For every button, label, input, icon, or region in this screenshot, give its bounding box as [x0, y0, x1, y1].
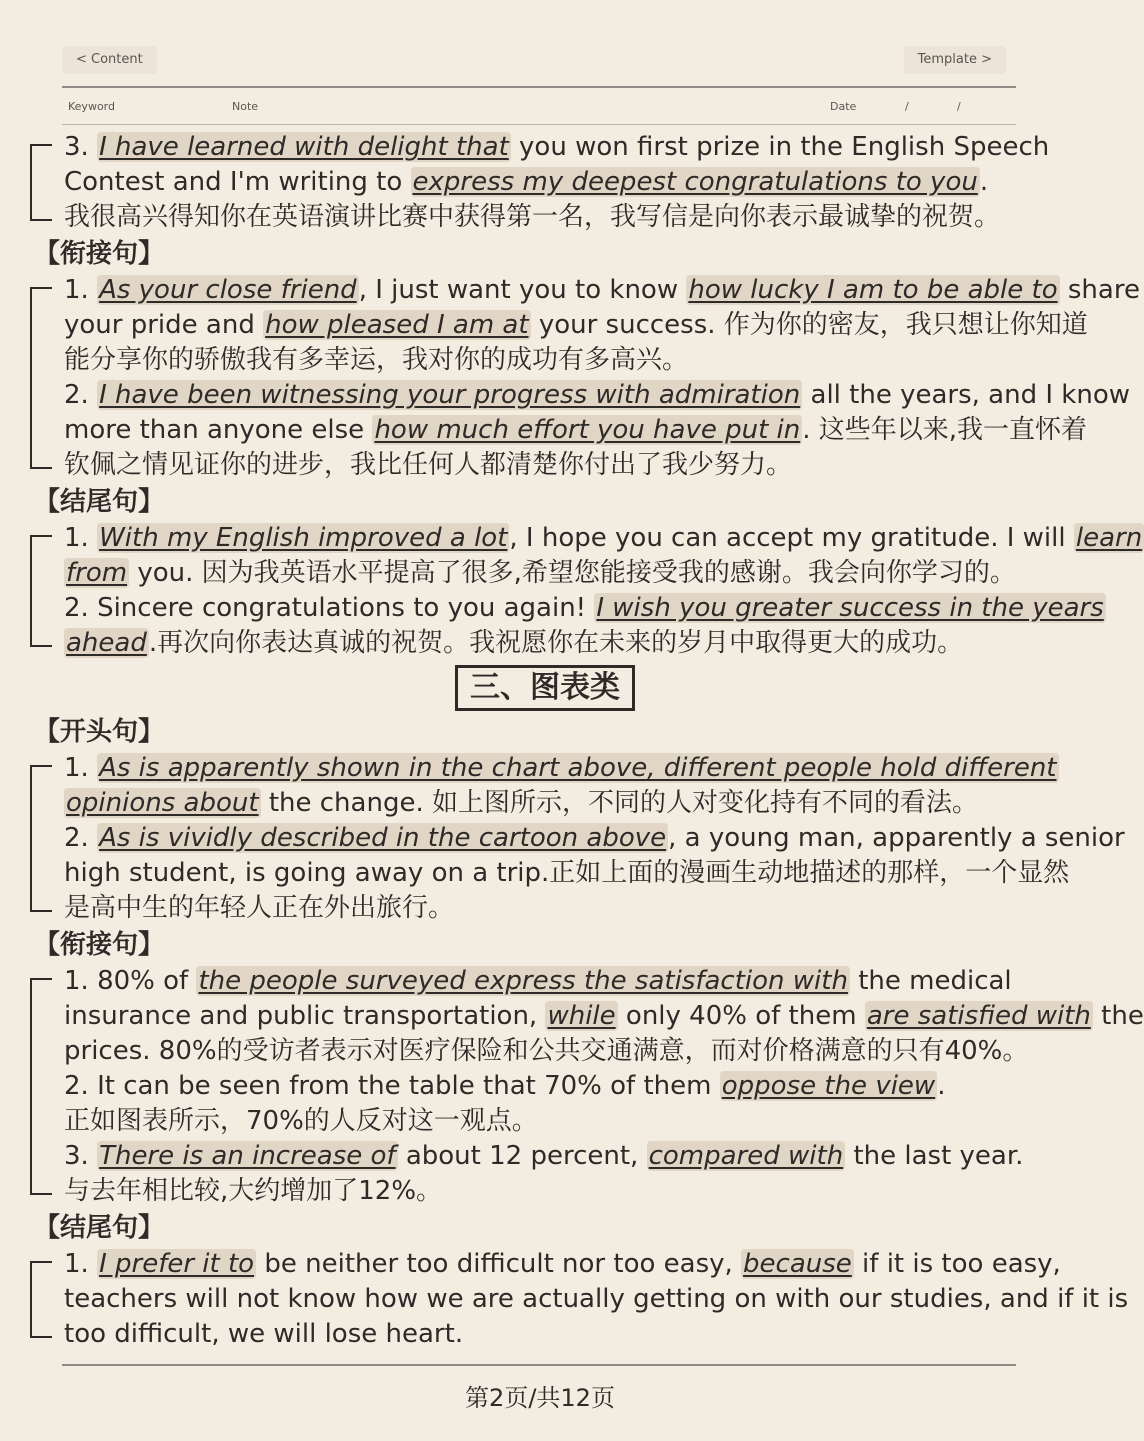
- text-segment: the last year.: [845, 1141, 1024, 1171]
- text-segment: Contest and I'm writing to: [64, 167, 411, 197]
- text-segment: the medical: [849, 966, 1012, 996]
- date-separator: /: [905, 100, 909, 113]
- sentence-block: [30, 130, 1060, 235]
- bracket-mark: [30, 535, 52, 647]
- highlighted-phrase: I prefer it to: [99, 1249, 255, 1279]
- text-line: [64, 891, 1060, 926]
- highlighted-phrase: from: [66, 558, 128, 588]
- section-title: [30, 665, 1060, 711]
- text-line: [64, 308, 1088, 343]
- section-title-text: 三、图表类: [455, 665, 635, 711]
- header-rule: [62, 86, 1016, 88]
- text-line: [64, 786, 1060, 821]
- text-line: [64, 964, 1060, 999]
- text-segment: about 12 percent,: [397, 1141, 647, 1171]
- highlighted-phrase: As is apparently shown in the chart above, different people hold different: [99, 753, 1057, 783]
- text-segment: 是高中生的年轻人正在外出旅行。: [64, 893, 455, 923]
- text-segment: more than anyone else: [64, 415, 373, 445]
- top-bar: [62, 46, 1006, 74]
- text-segment: only 40% of them: [617, 1001, 865, 1031]
- text-segment: 钦佩之情见证你的进步，我比任何人都清楚你付出了我少努力。: [64, 450, 793, 480]
- text-segment: 2.: [64, 380, 98, 410]
- text-segment: .: [937, 1071, 946, 1101]
- text-line: [64, 343, 1060, 378]
- highlighted-phrase: while: [547, 1001, 616, 1031]
- text-segment: 1.: [64, 753, 98, 783]
- section-heading: 【结尾句】: [34, 487, 165, 517]
- text-segment: 与去年相比较,大约增加了12%。: [64, 1176, 443, 1206]
- text-segment: . 这些年以来,我一直怀着: [802, 415, 1088, 445]
- keyword-label: Keyword: [68, 100, 115, 113]
- text-segment: you won first prize in the English Speech: [510, 132, 1050, 162]
- text-line: [64, 413, 1088, 448]
- bracket-mark: [30, 287, 52, 469]
- page-number: 第2页/共12页: [465, 1384, 615, 1412]
- sentence-block: [30, 273, 1140, 483]
- date-separator: /: [957, 100, 961, 113]
- highlighted-phrase: express my deepest congratulations to you: [412, 167, 978, 197]
- text-segment: teachers will not know how we are actually getting on with our studies, and if it is: [64, 1284, 1129, 1314]
- section-heading: 【开头句】: [34, 717, 165, 747]
- text-line: [64, 378, 1130, 413]
- text-line: [64, 1282, 1129, 1317]
- highlighted-phrase: oppose the view: [721, 1071, 936, 1101]
- text-segment: .: [979, 167, 989, 197]
- text-line: [64, 1139, 1060, 1174]
- text-segment: if it is too easy,: [853, 1249, 1061, 1279]
- text-segment: your pride and: [64, 310, 264, 340]
- text-segment: prices. 80%的受访者表示对医疗保险和公共交通满意，而对价格满意的只有40%。: [64, 1036, 1029, 1066]
- text-line: [64, 448, 1060, 483]
- text-segment: the: [1092, 1001, 1144, 1031]
- text-segment: 1. 80% of: [64, 966, 197, 996]
- highlighted-phrase: I have learned with delight that: [99, 132, 509, 162]
- bracket-mark: [30, 978, 52, 1195]
- text-segment: , I hope you can accept my gratitude. I will: [509, 523, 1074, 553]
- sentence-block: [30, 1247, 1129, 1352]
- text-line: [64, 1104, 1060, 1139]
- highlighted-phrase: I have been witnessing your progress with admiration: [99, 380, 801, 410]
- text-segment: 我很高兴得知你在英语演讲比赛中获得第一名，我写信是向你表示最诚挚的祝贺。: [64, 202, 1001, 232]
- text-segment: 1.: [64, 1249, 98, 1279]
- text-line: [64, 1034, 1060, 1069]
- text-segment: the change. 如上图所示，不同的人对变化持有不同的看法。: [260, 788, 978, 818]
- highlighted-phrase: how much effort you have put in: [374, 415, 801, 445]
- highlighted-phrase: I wish you greater success in the years: [596, 593, 1104, 623]
- bracket-mark: [30, 144, 52, 221]
- highlighted-phrase: opinions about: [66, 788, 259, 818]
- highlighted-phrase: compared with: [648, 1141, 844, 1171]
- text-segment: high student, is going away on a trip.正如上面的漫画生动地描述的那样，一个显然: [64, 858, 1070, 888]
- text-segment: 正如图表所示，70%的人反对这一观点。: [64, 1106, 538, 1136]
- highlighted-phrase: There is an increase of: [99, 1141, 396, 1171]
- text-line: [64, 200, 1060, 235]
- text-line: [64, 130, 1060, 165]
- text-segment: 2.: [64, 823, 98, 853]
- text-line: [64, 626, 1060, 661]
- text-line: [64, 556, 1060, 591]
- text-segment: all the years, and I know: [802, 380, 1130, 410]
- text-segment: , a young man, apparently a senior: [668, 823, 1125, 853]
- content-back-button[interactable]: < Content: [62, 46, 157, 74]
- text-segment: 2. It can be seen from the table that 70% of them: [64, 1071, 720, 1101]
- text-segment: too difficult, we will lose heart.: [64, 1319, 464, 1349]
- highlighted-phrase: how pleased I am at: [265, 310, 529, 340]
- sentence-block: [30, 751, 1125, 926]
- date-label: Date: [830, 100, 857, 113]
- text-line: [64, 751, 1060, 786]
- sentence-block: [30, 964, 1144, 1209]
- template-button[interactable]: Template >: [904, 46, 1006, 74]
- text-line: [64, 856, 1070, 891]
- highlighted-phrase: learn: [1075, 523, 1143, 553]
- text-line: [64, 999, 1144, 1034]
- note-content: [30, 130, 1144, 1352]
- bracket-mark: [30, 765, 52, 912]
- text-line: [64, 1317, 1060, 1352]
- text-segment: 3.: [64, 132, 98, 162]
- text-line: [64, 521, 1143, 556]
- text-segment: you. 因为我英语水平提高了很多,希望您能接受我的感谢。我会向你学习的。: [129, 558, 1016, 588]
- highlighted-phrase: ahead: [66, 628, 147, 658]
- highlighted-phrase: With my English improved a lot: [99, 523, 508, 553]
- text-segment: share: [1059, 275, 1140, 305]
- text-segment: your success. 作为你的密友，我只想让你知道: [530, 310, 1088, 340]
- footer-rule: [62, 1364, 1016, 1366]
- note-label: Note: [232, 100, 259, 113]
- text-line: [64, 1174, 1060, 1209]
- section-heading: 【结尾句】: [34, 1213, 165, 1243]
- text-line: [64, 165, 1060, 200]
- highlighted-phrase: how lucky I am to be able to: [688, 275, 1058, 305]
- text-segment: 1.: [64, 523, 98, 553]
- section-heading: 【衔接句】: [34, 930, 165, 960]
- highlighted-phrase: As is vividly described in the cartoon above: [99, 823, 667, 853]
- text-segment: 能分享你的骄傲我有多幸运，我对你的成功有多高兴。: [64, 345, 689, 375]
- text-segment: 1.: [64, 275, 98, 305]
- highlighted-phrase: because: [743, 1249, 852, 1279]
- header-underline: [62, 124, 1016, 125]
- highlighted-phrase: As your close friend: [99, 275, 357, 305]
- text-line: [64, 273, 1140, 308]
- highlighted-phrase: the people surveyed express the satisfaction with: [198, 966, 848, 996]
- section-heading: 【衔接句】: [34, 239, 165, 269]
- bracket-mark: [30, 1261, 52, 1338]
- text-segment: be neither too difficult nor too easy,: [256, 1249, 742, 1279]
- text-line: [64, 821, 1125, 856]
- text-line: [64, 591, 1104, 626]
- text-segment: insurance and public transportation,: [64, 1001, 546, 1031]
- text-segment: .再次向你表达真诚的祝贺。我祝愿你在未来的岁月中取得更大的成功。: [148, 628, 964, 658]
- text-segment: 3.: [64, 1141, 98, 1171]
- text-segment: 2. Sincere congratulations to you again!: [64, 593, 595, 623]
- sentence-block: [30, 521, 1143, 661]
- text-segment: , I just want you to know: [358, 275, 687, 305]
- text-line: [64, 1069, 1060, 1104]
- highlighted-phrase: are satisfied with: [866, 1001, 1091, 1031]
- text-line: [64, 1247, 1060, 1282]
